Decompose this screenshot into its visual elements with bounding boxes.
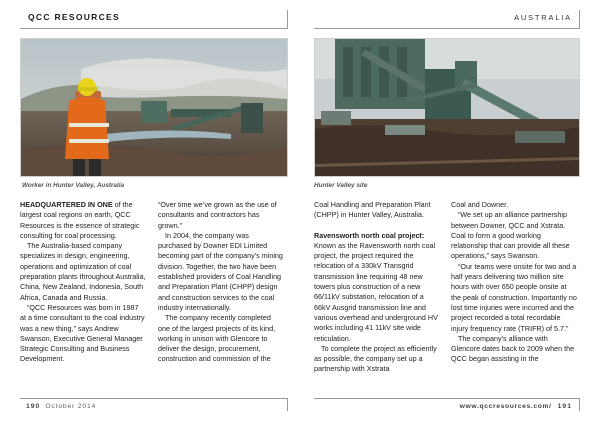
paragraph: The Australia-based company specializes in design, engineering, operations and optimization of coal preparation plants throughout Australia, China, New Zealand, Indonesia, South Africa, Canada and Russia. [20, 241, 146, 302]
paragraph: “Our teams were onsite for two and a half years delivering two million site hours with over 650 people onsite at the peak of construction. Importantly no lost time injuries were incurred and the project recorded a total recordable injury frequency rate (TRIFR) of 5.7.” [451, 261, 577, 333]
brand-title: QCC RESOURCES [28, 12, 120, 22]
photo-caption: Worker in Hunter Valley, Australia [22, 182, 125, 189]
footer-divider [287, 398, 288, 411]
page-number: 191 [557, 403, 572, 410]
worker-photo-illustration [21, 39, 287, 176]
header-divider [579, 10, 580, 29]
site-photo [314, 38, 580, 177]
article-column-2 [158, 200, 284, 365]
paragraph: Coal Handling and Preparation Plant (CHPP) in Hunter Valley, Australia. [314, 200, 431, 220]
article-column-4 [451, 200, 577, 365]
footer-rule [20, 398, 288, 399]
photo-caption: Hunter Valley site [314, 182, 368, 189]
folio-right [460, 403, 572, 410]
paragraph-text: Known as the Ravensworth north coal project, the project required the relocation of a 330kV Transgrid transmission line requiring 48 new towers plus construction of a new 66/11kV substation, relocation of a 66kV Ausgrid transmission line and various overhead and underground HV works including 41 11kV site wide reticulation. [314, 240, 438, 343]
paragraph: In 2004, the company was purchased by Downer EDI Limited becoming part of the company’s mining division. Together, the two have been established providers of Coal Handling and Preparation Plant (CHPP) design and construction services to the coal industry internationally. [158, 230, 283, 312]
paragraph: To complete the project as efficiently as possible, the company set up a partnership with Xstrata [314, 343, 437, 374]
paragraph: The company’s alliance with Glencore dates back to 2009 when the QCC began assisting in the [451, 333, 575, 364]
issue-date: October 2014 [45, 403, 97, 410]
paragraph [20, 200, 146, 241]
article-lead-in: HEADQUARTERED IN ONE [20, 200, 113, 209]
header-rule [314, 28, 580, 29]
site-photo-illustration [315, 39, 579, 176]
right-page [300, 0, 600, 424]
paragraph: The company recently completed one of the largest projects of its kind, working in unison with Glencore to deliver the design, procurement, construction and commission of the [158, 313, 276, 364]
paragraph: “Over time we’ve grown as the use of consultants and contractors has grown.” [158, 200, 277, 230]
footer-rule [314, 398, 580, 399]
section-subhead: Ravensworth north coal project: [314, 230, 425, 240]
paragraph: “QCC Resources was born in 1987 at a time consultant to the coal industry was a new thing,” says Andrew Swanson, Executive General Manager Strategic Consulting and Business Development. [20, 302, 145, 364]
article-column-3 [314, 200, 440, 375]
folio-left [26, 403, 96, 410]
header-divider [287, 10, 288, 29]
paragraph-text: of the largest coal regions on earth, QCC Resources is the essence of strategic consulting for coal processing. [20, 200, 140, 240]
website-url: www.qccresources.com/ [459, 403, 552, 410]
paragraph [314, 231, 440, 344]
paragraph: “We set up an alliance partnership between Downer, QCC and Xstrata. Coal to form a good working relationship that can provide all these operations,” says Swanson. [451, 210, 570, 261]
article-column-1 [20, 200, 146, 365]
page-number: 190 [26, 403, 41, 410]
header-rule [20, 28, 288, 29]
footer-divider [579, 398, 580, 411]
section-country: AUSTRALIA [514, 13, 572, 22]
paragraph: Coal and Downer. [451, 200, 509, 209]
worker-photo [20, 38, 288, 177]
